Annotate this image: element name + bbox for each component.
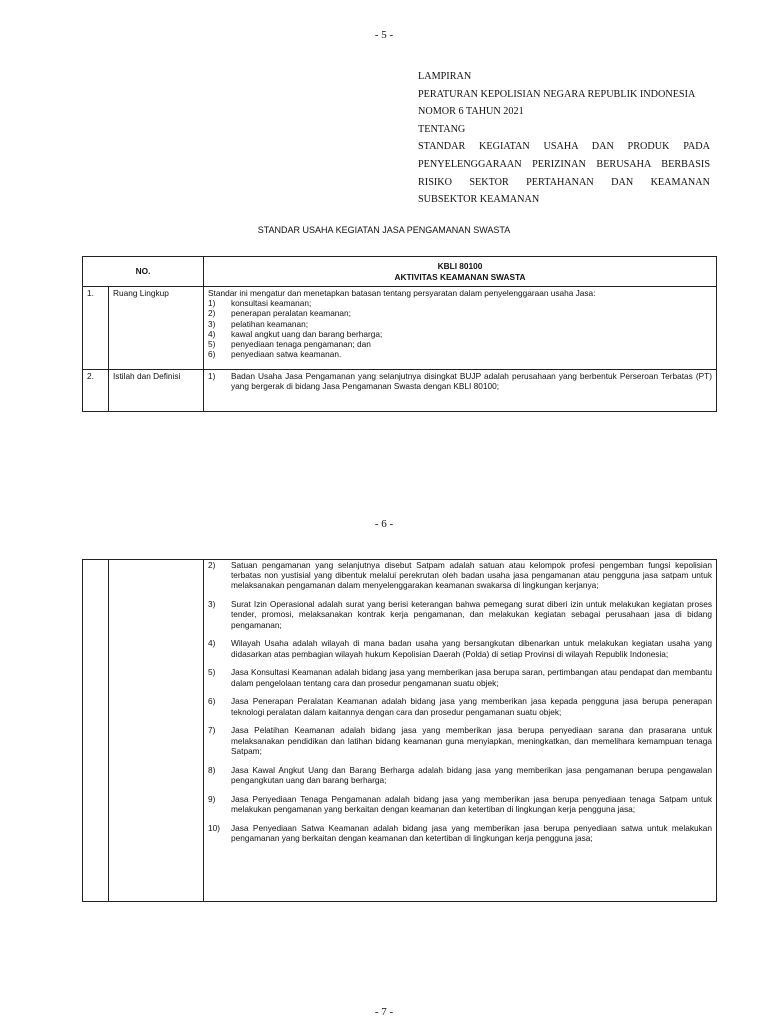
item-number: 6) — [208, 696, 216, 707]
item-number: 6) — [208, 349, 216, 360]
item-text: Satuan pengamanan yang selanjutnya disebut Satpam adalah satuan atau kelompok profesi pengemban fungsi kepolisian terbatas non yustisial yang dibentuk melalui perekrutan oleh badan usaha jasa pengamanan atau pengguna jasa satpam untuk melaksanakan pengamanan dalam menyelenggarakan keamanan swakarsa di lingkungan kerjanya; — [231, 560, 712, 591]
item-text: Jasa Penyediaan Tenaga Pengamanan adalah bidang jasa yang memberikan jasa berupa penyediaan tenaga Satpam untuk melakukan pengamanan yang berkaitan dengan keamanan dan ketertiban di lingkungan kerja pengguna jasa; — [231, 793, 712, 814]
row-number: 2. — [83, 370, 109, 412]
definition-list — [208, 371, 712, 391]
header-kbli-code: KBLI 80100 — [437, 261, 483, 272]
item-text: kawal angkut uang dan barang berharga; — [231, 328, 383, 339]
list-item — [208, 725, 712, 756]
item-text: konsultasi keamanan; — [231, 298, 312, 309]
list-item — [208, 638, 712, 658]
item-number: 4) — [208, 328, 216, 339]
list-item — [208, 794, 712, 814]
header-kbli — [204, 257, 717, 287]
item-number: 9) — [208, 793, 216, 804]
row-number: 1. — [83, 287, 109, 370]
item-text: Jasa Penyediaan Satwa Keamanan adalah bidang jasa yang memberikan jasa berupa penyediaan satwa untuk melakukan pengamanan yang berkaitan dengan keamanan dan ketertiban di lingkungan kerja pengguna jasa; — [231, 822, 712, 843]
item-number: 1) — [208, 371, 216, 381]
table-row — [83, 560, 717, 902]
table-row — [83, 287, 717, 370]
header-activity: AKTIVITAS KEAMANAN SWASTA — [394, 271, 526, 282]
list-item — [208, 823, 712, 843]
row-content — [204, 287, 717, 370]
item-text: Badan Usaha Jasa Pengamanan yang selanjutnya disingkat BUJP adalah perusahaan yang berbentuk Perseroan Terbatas (PT) yang bergerak di bidang Jasa Pengamanan Swasta dengan KBLI 80100; — [231, 371, 712, 392]
list-item — [208, 371, 712, 391]
item-number: 3) — [208, 318, 216, 329]
row-content — [204, 370, 717, 412]
item-number: 1) — [208, 298, 216, 309]
item-text: Jasa Pelatihan Keamanan adalah bidang jasa yang memberikan jasa berupa penyediaan sarana dan prasarana untuk melaksanakan pendidikan dan latihan bidang keamanan guna menyiapkan, meningkatkan, dan memelihara kemampuan tenaga Satpam; — [231, 725, 712, 756]
item-number: 5) — [208, 339, 216, 350]
standard-table-p5 — [82, 256, 717, 412]
item-text: Surat Izin Operasional adalah surat yang berisi keterangan bahwa pemegang surat diberi izin untuk melakukan kegiatan proses tender, promosi, melaksanakan kontrak kerja pengamanan, dan melakukan kegiatan sebagai perusahaan jasa di bidang pengamanan; — [231, 599, 712, 630]
item-number: 3) — [208, 599, 216, 610]
list-item — [208, 319, 712, 329]
list-item — [208, 298, 712, 308]
list-item — [208, 696, 712, 716]
item-text: pelatihan keamanan; — [231, 318, 309, 329]
lampiran-label: LAMPIRAN — [418, 71, 472, 82]
regulation-tentang: TENTANG — [418, 123, 466, 135]
row-label: Istilah dan Definisi — [109, 370, 204, 412]
page-number-6: - 6 - — [374, 518, 394, 530]
scope-list — [208, 298, 712, 359]
item-text: penyediaan satwa keamanan. — [231, 349, 342, 360]
list-item — [208, 560, 712, 591]
item-number: 4) — [208, 638, 216, 649]
list-item — [208, 339, 712, 349]
item-number: 7) — [208, 725, 216, 736]
regulation-subject-line-4: SUBSEKTOR KEAMANAN — [418, 194, 540, 206]
row-number-empty — [83, 560, 109, 902]
item-text: Wilayah Usaha adalah wilayah di mana badan usaha yang bersangkutan dibenarkan untuk melakukan kegiatan usaha yang didasarkan atas pembagian wilayah hukum Kepolisian Daerah (Polda) di setiap Provinsi di wilayah Republik Indonesia; — [231, 638, 712, 659]
item-number: 10) — [208, 822, 220, 833]
regulation-subject-line-1: STANDAR KEGIATAN USAHA DAN PRODUK PADA — [418, 141, 710, 153]
regulation-number: NOMOR 6 TAHUN 2021 — [418, 106, 524, 118]
item-number: 2) — [208, 308, 216, 319]
page-number-5: - 5 - — [374, 29, 394, 41]
list-item — [208, 349, 712, 359]
page-number-7: - 7 - — [374, 1006, 394, 1018]
scope-intro: Standar ini mengatur dan menetapkan batasan tentang persyaratan dalam penyelenggaraan usaha Jasa: — [208, 288, 596, 298]
item-text: Jasa Penerapan Peralatan Keamanan adalah bidang jasa yang memberikan jasa kepada pengguna jasa berupa penerapan teknologi peralatan dalam kaitannya dengan cara dan prosedur pengamanan suatu objek; — [231, 696, 712, 717]
list-item — [208, 599, 712, 630]
row-label-empty — [109, 560, 204, 902]
table-header-row — [83, 257, 717, 287]
regulation-subject-line-2: PENYELENGGARAAN PERIZINAN BERUSAHA BERBASIS — [418, 158, 710, 170]
lampiran-block — [418, 68, 710, 209]
item-text: Jasa Kawal Angkut Uang dan Barang Berharga adalah bidang jasa yang memberikan jasa pengamanan berupa pengawalan pengangkutan uang dan barang berharga; — [231, 764, 712, 785]
list-item — [208, 667, 712, 687]
list-item — [208, 308, 712, 318]
document-title: STANDAR USAHA KEGIATAN JASA PENGAMANAN SWASTA — [257, 225, 511, 235]
item-number: 5) — [208, 667, 216, 678]
definition-list — [208, 560, 712, 843]
standard-table-p6 — [82, 559, 717, 902]
item-number: 8) — [208, 764, 216, 775]
list-item — [208, 329, 712, 339]
item-text: Jasa Konsultasi Keamanan adalah bidang jasa yang memberikan jasa berupa saran, pertimbangan atau pendapat dan membantu dalam pengelolaan tentang cara dan prosedur pengamanan suatu objek; — [231, 667, 712, 688]
header-no: NO. — [83, 257, 204, 287]
item-text: penerapan peralatan keamanan; — [231, 308, 351, 319]
list-item — [208, 765, 712, 785]
regulation-subject-line-3: RISIKO SEKTOR PERTAHANAN DAN KEAMANAN — [418, 176, 710, 188]
item-number: 2) — [208, 560, 216, 570]
row-label: Ruang Lingkup — [109, 287, 204, 370]
item-text: penyediaan tenaga pengamanan; dan — [231, 339, 371, 350]
table-row — [83, 370, 717, 412]
regulation-name: PERATURAN KEPOLISIAN NEGARA REPUBLIK INDONESIA — [418, 88, 696, 100]
row-content — [204, 560, 717, 902]
